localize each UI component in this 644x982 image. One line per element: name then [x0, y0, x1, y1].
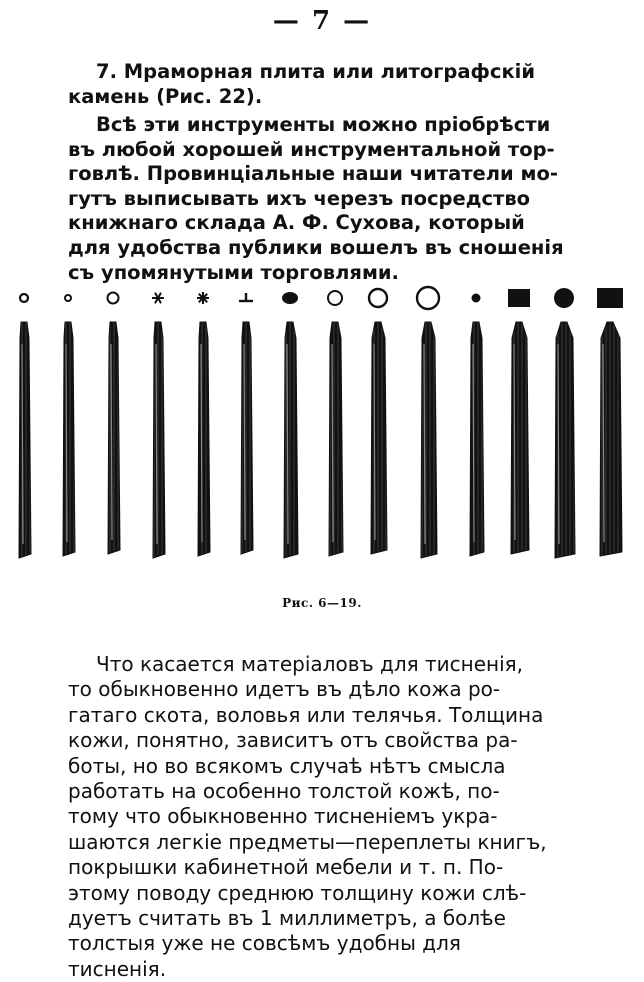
paragraph-line: говлѣ. Провинціальные наши читатели мо-: [68, 162, 558, 186]
paragraph-line: въ любой хорошей инструментальной тор-: [68, 137, 555, 161]
tool-tip-mark-icon: [369, 289, 387, 307]
heading-line: камень (Рис. 22).: [68, 84, 263, 108]
tool-shaft: [241, 322, 253, 554]
intro-paragraph: [68, 113, 564, 285]
tool-tip-mark-icon: [328, 291, 342, 305]
page-number: — 7 —: [272, 6, 372, 36]
paragraph-line: съ упомянутыми торговлями.: [68, 260, 399, 284]
tool-3: [108, 293, 121, 555]
tool-shaft: [198, 322, 210, 556]
tool-10: [417, 287, 439, 558]
tool-shaft: [153, 322, 165, 558]
tools-figure: [0, 280, 644, 570]
tool-tip-mark-icon: [239, 293, 253, 301]
tool-12: [508, 289, 530, 554]
tool-shaft: [421, 322, 437, 558]
paragraph-line: гатаго скота, воловья или телячья. Толщина: [68, 702, 544, 727]
tool-7: [282, 292, 298, 558]
paragraph-line: этому поводу среднюю толщину кожи слѣ-: [68, 880, 527, 905]
tool-tip-mark-icon: [108, 293, 119, 304]
tool-tip-mark-icon: [508, 289, 530, 307]
tool-tip-mark-icon: [65, 295, 71, 301]
tool-shaft: [284, 322, 298, 558]
tool-tip-mark-icon: [20, 294, 28, 302]
tool-4: [152, 293, 165, 558]
figure-caption: Рис. 6—19.: [282, 596, 362, 610]
tool-tip-mark-icon: [152, 293, 164, 303]
heading-line: 7. Мраморная плита или литографскій: [96, 60, 536, 83]
tool-6: [239, 293, 253, 554]
tool-2: [63, 295, 75, 556]
tool-9: [369, 289, 387, 554]
paragraph-line: тому что обыкновенно тисненіемъ укра-: [68, 804, 498, 829]
paragraph-line: боты, но во всякомъ случаѣ нѣтъ смысла: [68, 753, 506, 778]
tool-tip-mark-icon: [554, 288, 574, 308]
tool-13: [554, 288, 575, 558]
tool-8: [328, 291, 343, 556]
paragraph-line: дуетъ считать въ 1 миллиметръ, а болѣе: [68, 905, 506, 930]
tool-1: [19, 294, 31, 558]
paragraph-line: толстыя уже не совсѣмъ удобны для: [68, 931, 461, 956]
tool-shaft: [470, 322, 484, 556]
paragraph-line: покрышки кабинетной мебели и т. п. По-: [68, 855, 504, 880]
tool-tip-mark-icon: [282, 292, 298, 304]
paragraph-line: тисненія.: [68, 956, 167, 981]
paragraph-line: шаются легкіе предметы—переплеты книгъ,: [68, 829, 547, 854]
tool-tip-mark-icon: [197, 292, 209, 304]
tool-shaft: [329, 322, 343, 556]
tool-tip-mark-icon: [597, 288, 623, 308]
body-paragraph: [68, 652, 560, 982]
tool-5: [197, 292, 210, 556]
paragraph-line: работать на особенно толстой кожѣ, по-: [68, 778, 500, 803]
tool-14: [597, 288, 623, 556]
tool-shaft: [108, 322, 120, 554]
tool-tip-mark-icon: [417, 287, 439, 309]
tool-shaft: [371, 322, 387, 554]
paragraph-line: то обыкновенно идетъ въ дѣло кожа ро-: [68, 677, 501, 702]
paragraph-line: для удобства публики вошелъ въ сношенія: [68, 235, 564, 259]
paragraph-line: Что касается матеріаловъ для тисненія,: [96, 652, 524, 676]
tool-tip-mark-icon: [472, 294, 481, 303]
section-heading: [68, 60, 560, 109]
paragraph-line: Всѣ эти инструменты можно пріобрѣсти: [96, 113, 551, 136]
tool-shaft: [19, 322, 31, 558]
paragraph-line: книжнаго склада А. Ф. Сухова, который: [68, 211, 525, 235]
tool-11: [470, 294, 484, 557]
paragraph-line: гутъ выписывать ихъ черезъ посредство: [68, 186, 531, 210]
paragraph-line: кожи, понятно, зависитъ отъ свойства ра-: [68, 728, 518, 753]
tool-shaft: [63, 322, 75, 556]
